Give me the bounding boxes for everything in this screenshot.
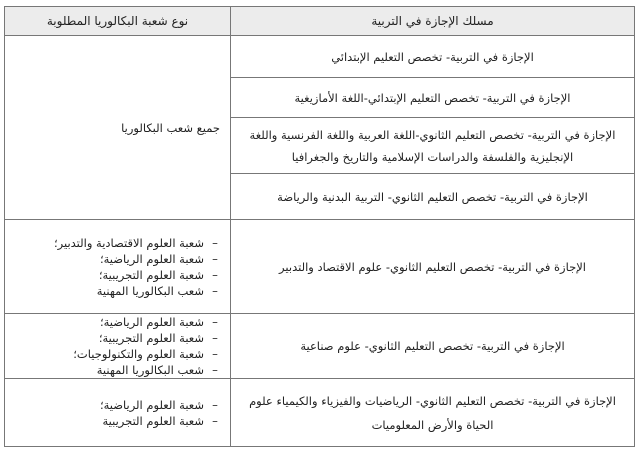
requirement-economics [4,219,231,314]
header-program: مسلك الإجازة في التربية [230,6,635,36]
program-cell: الإجازة في التربية- تخصص التعليم الثانوي-اللغة العربية واللغة الفرنسية واللغة الإنجليزية والفلسفة والدراسات الإسلامية والتاريخ والجغرافيا [230,117,635,174]
program-cell: الإجازة في التربية- تخصص التعليم الثانوي- التربية البدنية والرياضة [230,173,635,220]
program-cell: الإجازة في التربية- تخصص التعليم الثانوي- علوم صناعية [230,313,635,379]
requirement-text: جميع شعب البكالوريا [121,120,220,135]
list-item: –شعب البكالوريا المهنية [96,283,218,298]
list-item: –شعبة العلوم الرياضية؛ [99,397,218,412]
program-cell: الإجازة في التربية- تخصص التعليم الإبتدائي [230,35,635,78]
program-cell: الإجازة في التربية- تخصص التعليم الثانوي- علوم الاقتصاد والتدبير [230,219,635,314]
list-item: –شعبة العلوم التجريبية؛ [98,331,218,345]
list-item: –شعبة العلوم الرياضية؛ [99,251,218,266]
list-item: –شعبة العلوم والتكنولوجيات؛ [73,347,218,361]
list-item: –شعبة العلوم الاقتصادية والتدبير؛ [53,235,218,250]
header-bac-type: نوع شعبة البكالوريا المطلوبة [4,6,231,36]
requirement-all [4,35,231,220]
program-cell: الإجازة في التربية- تخصص التعليم الثانوي- الرياضيات والفيزياء والكيمياء علوم الحياة والأرض المعلوميات [230,378,635,447]
list-item: –شعب البكالوريا المهنية [96,363,218,377]
requirement-sciences [4,378,231,447]
list-item: –شعبة العلوم التجريبية [102,413,218,428]
requirement-industrial [4,313,231,379]
list-item: –شعبة العلوم التجريبية؛ [98,267,218,282]
program-cell: الإجازة في التربية- تخصص التعليم الإبتدائي-اللغة الأمازيغية [230,77,635,118]
list-item: –شعبة العلوم الرياضية؛ [99,315,218,329]
